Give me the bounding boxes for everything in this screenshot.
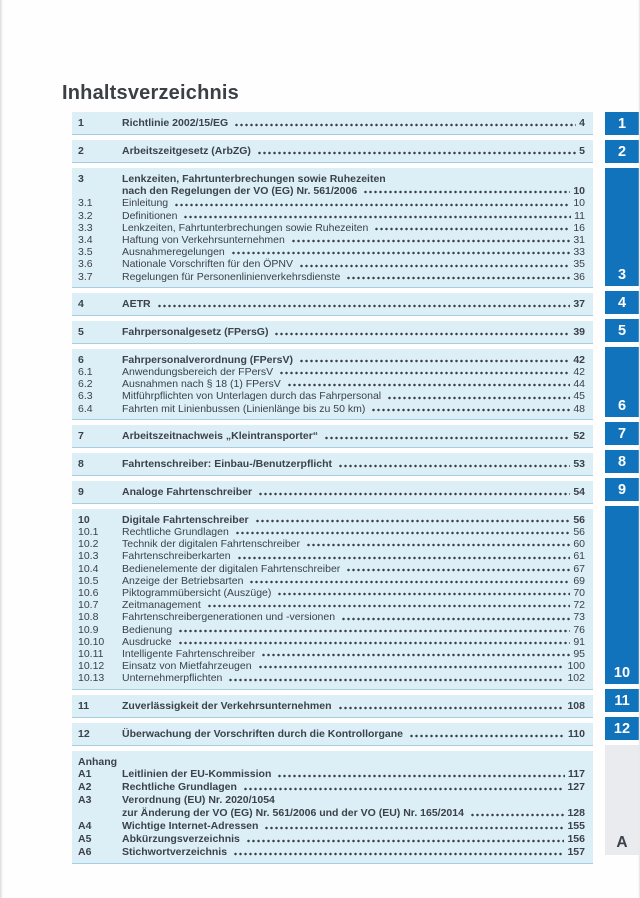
toc-section-2	[72, 140, 593, 163]
toc-row	[78, 624, 585, 636]
dot-leader	[264, 826, 564, 830]
toc-entry-title: Einleitung	[122, 197, 169, 210]
toc-section-1	[72, 112, 593, 135]
toc-section-anhang	[72, 751, 593, 864]
toc-entry-number: 3.6	[78, 258, 93, 271]
toc-row	[78, 246, 585, 258]
dot-leader	[257, 151, 576, 155]
toc-entry-number: 10.2	[78, 538, 99, 551]
dot-leader	[306, 543, 570, 547]
toc-entry-title: Abkürzungsverzeichnis	[122, 832, 240, 845]
toc-row	[78, 672, 585, 684]
dot-leader	[255, 519, 571, 523]
toc-entry-number: 10.1	[78, 526, 99, 539]
toc-entry-page: 157	[567, 845, 585, 858]
toc-entry-number: 3.7	[78, 270, 93, 283]
toc-entry-number: 7	[78, 429, 84, 442]
toc-row	[78, 326, 585, 339]
toc-entry-number: 1	[78, 117, 84, 129]
dot-leader	[277, 774, 565, 778]
dot-leader	[287, 383, 571, 387]
toc-entry-page: 91	[573, 635, 585, 648]
toc-entry-title: Digitale Fahrtenschreiber	[122, 513, 249, 526]
toc-entry-title: Fahrtenschreibergenerationen und -versionen	[122, 611, 336, 624]
toc-entry-title: Anzeige der Betriebsarten	[122, 574, 244, 587]
toc-entry-page: 127	[567, 780, 585, 793]
toc-entry-page: 37	[573, 297, 585, 310]
dot-leader	[258, 492, 570, 496]
dot-leader	[274, 332, 570, 336]
toc-section-4	[72, 293, 593, 316]
toc-row	[78, 781, 585, 794]
toc-section-8	[72, 453, 593, 476]
toc-entry-number: 12	[78, 727, 90, 740]
chapter-tab-5: 5	[605, 319, 639, 342]
toc-entry-page: 42	[573, 353, 585, 366]
toc-entry-title: Stichwortverzeichnis	[122, 845, 228, 858]
dot-leader	[174, 203, 570, 207]
dot-leader	[470, 813, 565, 817]
dot-leader	[249, 580, 570, 584]
toc-entry-page: 36	[573, 270, 585, 283]
toc-entry-page: 16	[573, 221, 585, 234]
toc-entry-title: Verordnung (EU) Nr. 2020/1054	[122, 793, 275, 806]
toc-row	[78, 366, 585, 378]
toc-entry-page: 108	[567, 699, 585, 712]
toc-entry-page: 69	[573, 574, 585, 587]
toc-row	[78, 197, 585, 209]
dot-leader	[157, 304, 571, 308]
toc-entry-number: 3	[78, 173, 84, 185]
toc-entry-number: 10.9	[78, 623, 99, 636]
toc-entry-number: 5	[78, 325, 84, 338]
toc-entry-title: Technik der digitalen Fahrtenschreiber	[122, 538, 301, 551]
toc-row	[78, 390, 585, 402]
dot-leader	[338, 464, 570, 468]
toc-entry-title: Zuverlässigkeit der Verkehrsunternehmen	[122, 699, 332, 712]
toc-section-5	[72, 321, 593, 344]
toc-entry-number: 3.1	[78, 197, 93, 210]
toc-entry-page: 156	[567, 832, 585, 845]
toc-entry-title: zur Änderung der VO (EG) Nr. 561/2006 und der VO (EU) Nr. 165/2014	[122, 806, 464, 819]
toc-section-9	[72, 481, 593, 504]
toc-entry-number: 10.7	[78, 599, 99, 612]
toc-section-7	[72, 425, 593, 448]
toc-entry-title: Piktogrammübersicht (Auszüge)	[122, 587, 272, 600]
toc-entry-number: A6	[78, 845, 92, 858]
toc-entry-number: 6.3	[78, 390, 93, 403]
toc-row	[78, 599, 585, 611]
toc-entry-page: 70	[573, 587, 585, 600]
toc-entry-title: Fahrpersonalgesetz (FPersG)	[122, 325, 269, 338]
toc-entry-page: 54	[573, 485, 585, 498]
toc-entry-title: nach den Regelungen der VO (EG) Nr. 561/2006	[122, 185, 358, 198]
toc-row	[78, 258, 585, 270]
toc-entry-title: Definitionen	[122, 209, 178, 222]
toc-entry-title: Einsatz von Mietfahrzeugen	[122, 660, 252, 673]
toc-entry-number: A4	[78, 819, 92, 832]
toc-entry-page: 52	[573, 429, 585, 442]
toc-entry-number: A2	[78, 780, 92, 793]
dot-leader	[387, 396, 570, 400]
dot-leader	[341, 617, 570, 621]
toc-row	[78, 563, 585, 575]
toc-entry-number: 10.10	[78, 635, 105, 648]
toc-row	[78, 587, 585, 599]
toc-entry-number: A3	[78, 793, 92, 806]
toc-entry-title: Arbeitszeitnachweis „Kleintransporter“	[122, 429, 319, 442]
toc-entry-page: 155	[567, 819, 585, 832]
dot-leader	[324, 436, 570, 440]
toc-entry-title: Unternehmerpflichten	[122, 672, 223, 685]
toc-row	[78, 611, 585, 623]
toc-entry-number: 11	[78, 699, 90, 712]
toc-entry-number: 10.12	[78, 660, 105, 673]
toc-entry-number: 3.2	[78, 209, 93, 222]
toc-entry-number: 10.11	[78, 648, 104, 661]
toc-entry-page: 42	[573, 366, 585, 379]
chapter-tab-6: 6	[605, 347, 639, 417]
toc-entry-title: Intelligente Fahrtenschreiber	[122, 648, 256, 661]
toc-entry-number: 10.6	[78, 587, 99, 600]
toc-row	[78, 575, 585, 587]
toc-entry-number: 8	[78, 457, 84, 470]
toc-entry-number: 9	[78, 485, 84, 498]
toc-entry-page: 10	[573, 185, 585, 198]
toc-section-11	[72, 695, 593, 718]
toc-row	[78, 700, 585, 713]
toc-row	[78, 458, 585, 471]
toc-entry-number: 3.5	[78, 246, 93, 259]
toc-entry-page: 73	[573, 611, 585, 624]
toc-row	[78, 833, 585, 846]
dot-leader	[246, 839, 565, 843]
toc-entry-title: Regelungen für Personenlinienverkehrsdienste	[122, 270, 341, 283]
toc-entry-number: 4	[78, 297, 84, 310]
toc-entry-number: 2	[78, 145, 84, 157]
toc-entry-page: 95	[573, 648, 585, 661]
toc-row	[78, 298, 585, 311]
toc-row	[78, 271, 585, 283]
toc-entry-title: Rechtliche Grundlagen	[122, 526, 229, 539]
chapter-tab-7: 7	[605, 422, 639, 445]
dot-leader	[279, 371, 570, 375]
toc-row	[78, 403, 585, 415]
dot-leader	[346, 276, 570, 280]
toc-entry-title: Bedienung	[122, 623, 173, 636]
toc-row	[78, 430, 585, 443]
chapter-tab-9: 9	[605, 478, 639, 501]
toc-entry-page: 39	[573, 325, 585, 338]
toc-row	[78, 210, 585, 222]
toc-entry-title: Fahrten mit Linienbussen (Linienlänge bis zu 50 km)	[122, 402, 366, 415]
toc-entry-title: Ausdrucke	[122, 635, 172, 648]
toc-entry-number: A5	[78, 832, 92, 845]
dot-leader	[363, 190, 570, 194]
toc-entry-number: 10.3	[78, 550, 99, 563]
toc-entry-page: 53	[573, 457, 585, 470]
dot-leader	[207, 604, 571, 608]
dot-leader	[299, 264, 570, 268]
toc-entry-title: AETR	[122, 297, 151, 310]
toc-entry-title: Fahrpersonalverordnung (FPersV)	[122, 353, 293, 366]
toc-entry-number: Anhang	[78, 755, 118, 768]
toc-entry-title: Fahrtenschreiberkarten	[122, 550, 231, 563]
toc-row	[78, 550, 585, 562]
toc-entry-page: 61	[573, 550, 585, 563]
toc-entry-title: Wichtige Internet-Adressen	[122, 819, 259, 832]
dot-leader	[374, 227, 570, 231]
toc-entry-number: 10.4	[78, 562, 99, 575]
dot-leader	[237, 556, 571, 560]
toc-entry-number: 6.4	[78, 402, 93, 415]
toc-row	[78, 526, 585, 538]
toc-section-3	[72, 168, 593, 288]
toc-entry-page: 5	[579, 145, 585, 157]
toc-entry-number: A1	[78, 767, 92, 780]
dot-leader	[258, 665, 565, 669]
toc-entry-number: 6.1	[78, 366, 93, 379]
toc-row	[78, 173, 585, 197]
toc-entry-page: 45	[573, 390, 585, 403]
toc-row	[78, 117, 585, 130]
toc-row	[78, 660, 585, 672]
toc-entry-page: 110	[568, 727, 585, 740]
dot-leader	[409, 734, 565, 738]
toc-row	[78, 648, 585, 660]
toc-entry-page: 102	[567, 672, 585, 685]
toc-section-6	[72, 349, 593, 420]
toc-entry-title: Richtlinie 2002/15/EG	[122, 117, 229, 129]
chapter-tab-1: 1	[605, 112, 639, 135]
toc-entry-title: Zeitmanagement	[122, 599, 201, 612]
toc-entry-title: Anwendungsbereich der FPersV	[122, 366, 274, 379]
dot-leader	[234, 123, 576, 127]
toc-entry-page: 100	[567, 660, 585, 673]
toc-entry-number: 10.5	[78, 574, 99, 587]
toc-row	[78, 145, 585, 158]
toc-entry-title: Nationale Vorschriften für den ÖPNV	[122, 258, 294, 271]
dot-leader	[299, 359, 570, 363]
dot-leader	[233, 852, 564, 856]
dot-leader	[231, 251, 571, 255]
toc-entry-title: Lenkzeiten, Fahrtunterbrechungen sowie Ruhezeiten	[122, 221, 369, 234]
toc-entry-title: Fahrtenschreiber: Einbau-/Benutzerpflicht	[122, 457, 333, 470]
toc-row	[78, 222, 585, 234]
chapter-tab-4: 4	[605, 291, 639, 314]
toc-entry-page: 67	[573, 562, 585, 575]
page-title: Inhaltsverzeichnis	[62, 82, 239, 104]
toc-row	[78, 636, 585, 648]
toc-entry-page: 10	[573, 197, 585, 210]
toc-entry-title: Ausnahmen nach § 18 (1) FPersV	[122, 378, 281, 391]
toc-entry-title: Arbeitszeitgesetz (ArbZG)	[122, 145, 251, 157]
toc-section-12	[72, 723, 593, 746]
toc-entry-page: 31	[573, 234, 585, 247]
toc-entry-page: 44	[573, 378, 585, 391]
dot-leader	[371, 408, 570, 412]
toc-row	[78, 234, 585, 246]
chapter-tab-3: 3	[605, 168, 639, 286]
chapter-tab-8: 8	[605, 450, 639, 473]
toc-entry-page: 48	[573, 402, 585, 415]
toc-entry-number: 3.3	[78, 221, 93, 234]
toc-entry-title: Bedienelemente der digitalen Fahrtenschreiber	[122, 562, 341, 575]
toc-entry-page: 33	[573, 246, 585, 259]
dot-leader	[178, 641, 571, 645]
toc-entry-number: 6.2	[78, 378, 93, 391]
toc-row	[78, 820, 585, 833]
toc-entry-page: 117	[568, 767, 585, 780]
toc-entry-page: 76	[573, 623, 585, 636]
toc-entry-page: 128	[567, 806, 585, 819]
toc-entry-page: 60	[573, 538, 585, 551]
dot-leader	[183, 215, 571, 219]
toc-entry-number: 10	[78, 513, 90, 526]
dot-leader	[277, 592, 570, 596]
toc-entry-title: Überwachung der Vorschriften durch die Kontrollorgane	[122, 727, 404, 740]
toc-entry-title: Lenkzeiten, Fahrtunterbrechungen sowie Ruhezeiten	[122, 173, 386, 185]
toc-entry-number: 10.8	[78, 611, 99, 624]
toc-row	[78, 728, 585, 741]
toc-entry-page: 35	[573, 258, 585, 271]
toc-entry-title: Rechtliche Grundlagen	[122, 780, 237, 793]
toc-row	[78, 486, 585, 499]
dot-leader	[178, 629, 570, 633]
dot-leader	[346, 568, 570, 572]
toc-row	[78, 354, 585, 366]
toc-row	[78, 514, 585, 526]
toc-entry-page: 11	[574, 209, 585, 222]
dot-leader	[338, 706, 565, 710]
toc-entry-page: 56	[573, 513, 585, 526]
chapter-tab-11: 11	[605, 689, 639, 712]
toc-entry-page: 4	[579, 117, 585, 129]
toc-entry-page: 72	[573, 599, 585, 612]
toc-entry-page: 56	[573, 526, 585, 539]
chapter-tab-12: 12	[605, 717, 639, 740]
chapter-tab-10: 10	[605, 506, 639, 684]
toc-row	[78, 538, 585, 550]
toc-row	[78, 768, 585, 781]
toc-entry-number: 10.13	[78, 672, 105, 685]
toc-row	[78, 378, 585, 390]
toc-entry-title: Ausnahmeregelungen	[122, 246, 225, 259]
toc-entry-number: 6	[78, 353, 84, 366]
chapter-tab-A: A	[605, 745, 639, 855]
toc-row	[78, 794, 585, 820]
dot-leader	[228, 678, 564, 682]
toc-entry-title: Mitführpflichten von Unterlagen durch das Fahrpersonal	[122, 390, 382, 403]
dot-leader	[243, 787, 565, 791]
toc-entry-title: Leitlinien der EU-Kommission	[122, 767, 272, 780]
dot-leader	[291, 239, 570, 243]
dot-leader	[235, 531, 570, 535]
toc-row	[78, 756, 585, 768]
toc-entry-title: Analoge Fahrtenschreiber	[122, 485, 253, 498]
table-of-contents	[72, 112, 593, 869]
toc-entry-number: 3.4	[78, 234, 93, 247]
toc-entry-title: Haftung von Verkehrsunternehmen	[122, 234, 285, 247]
toc-section-10	[72, 509, 593, 690]
chapter-tab-2: 2	[605, 140, 639, 163]
toc-row	[78, 846, 585, 859]
dot-leader	[261, 653, 570, 657]
